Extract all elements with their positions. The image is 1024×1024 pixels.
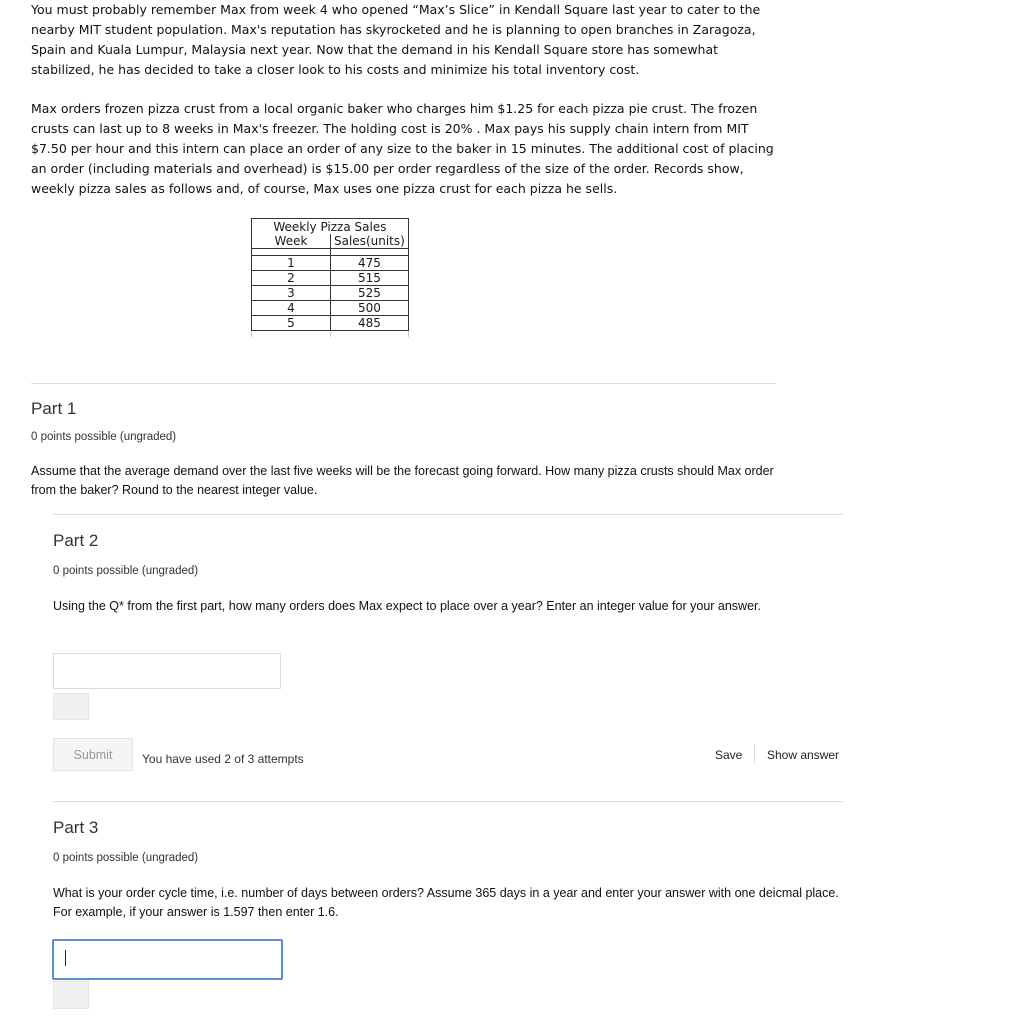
sales-cell: 525	[331, 286, 409, 301]
intro-paragraph-2: Max orders frozen pizza crust from a local organic baker who charges him $1.25 for each pizza pie crust. The frozen crusts can last up to 8 weeks in Max's freezer. The holding cost is 20% . Max pays his supply chain intern from MIT $7.50 per hour and this intern can place an order of any size to the baker in 15 minutes. The additional cost of placing an order (including materials and overhead) is $15.00 per order regardless of the size of the order. Records show, weekly pizza sales as follows and, of course, Max uses one pizza crust for each pizza he sells.	[31, 101, 774, 196]
intro-paragraph-1: You must probably remember Max from week 4 who opened “Max’s Slice” in Kendall Square last year to cater to the nearby MIT student population. Max's reputation has skyrocketed and he is planning to open branches in Zaragoza, Spain and Kuala Lumpur, Malaysia next year. Now that the demand in his Kendall Square store has somewhat stabilized, he has decided to take a closer look to his costs and minimize his total inventory cost.	[31, 2, 761, 77]
divider	[31, 383, 776, 384]
part-2-answer-input[interactable]	[53, 653, 281, 689]
part-1-points: 0 points possible (ungraded)	[31, 431, 177, 443]
table-row	[252, 316, 409, 331]
action-divider	[754, 744, 755, 764]
divider	[53, 514, 843, 515]
part-3-question: What is your order cycle time, i.e. number of days between orders? Assume 365 days in a year and enter your answer with one deicmal place. For example, if your answer is 1.597 then enter 1.6.	[53, 886, 839, 919]
table-row	[252, 271, 409, 286]
week-cell: 3	[252, 286, 331, 301]
part-2-question: Using the Q* from the first part, how many orders does Max expect to place over a year? Enter an integer value for your answer.	[53, 599, 761, 613]
attempts-counter: You have used 2 of 3 attempts	[142, 752, 304, 766]
save-button[interactable]: Save	[715, 748, 743, 762]
week-cell: 2	[252, 271, 331, 286]
week-cell: 5	[252, 316, 331, 331]
table-caption: Weekly Pizza Sales	[252, 219, 409, 235]
part-3-status-indicator	[53, 981, 89, 1009]
part-3-answer-input[interactable]	[52, 939, 283, 980]
weekly-sales-table	[251, 218, 409, 337]
week-cell: 1	[252, 256, 331, 271]
table-row	[252, 301, 409, 316]
sales-cell: 500	[331, 301, 409, 316]
part-3-points: 0 points possible (ungraded)	[53, 852, 199, 864]
problem-intro	[31, 0, 781, 218]
part-2-title: Part 2	[53, 531, 99, 550]
submit-button[interactable]: Submit	[53, 738, 133, 771]
divider	[53, 801, 843, 802]
sales-cell: 515	[331, 271, 409, 286]
sales-cell: 485	[331, 316, 409, 331]
show-answer-button[interactable]: Show answer	[767, 748, 840, 762]
column-header-sales: Sales(units)	[331, 234, 409, 249]
text-cursor	[65, 950, 66, 966]
part-2-status-indicator	[53, 693, 89, 720]
sales-cell: 475	[331, 256, 409, 271]
column-header-week: Week	[252, 234, 331, 249]
part-2-points: 0 points possible (ungraded)	[53, 565, 199, 577]
table-row	[252, 286, 409, 301]
part-1-title: Part 1	[31, 399, 77, 418]
table-row	[252, 256, 409, 271]
part-1-question: Assume that the average demand over the last five weeks will be the forecast going forward. How many pizza crusts should Max order from the baker? Round to the nearest integer value.	[31, 464, 774, 497]
week-cell: 4	[252, 301, 331, 316]
part-3-title: Part 3	[53, 818, 99, 837]
